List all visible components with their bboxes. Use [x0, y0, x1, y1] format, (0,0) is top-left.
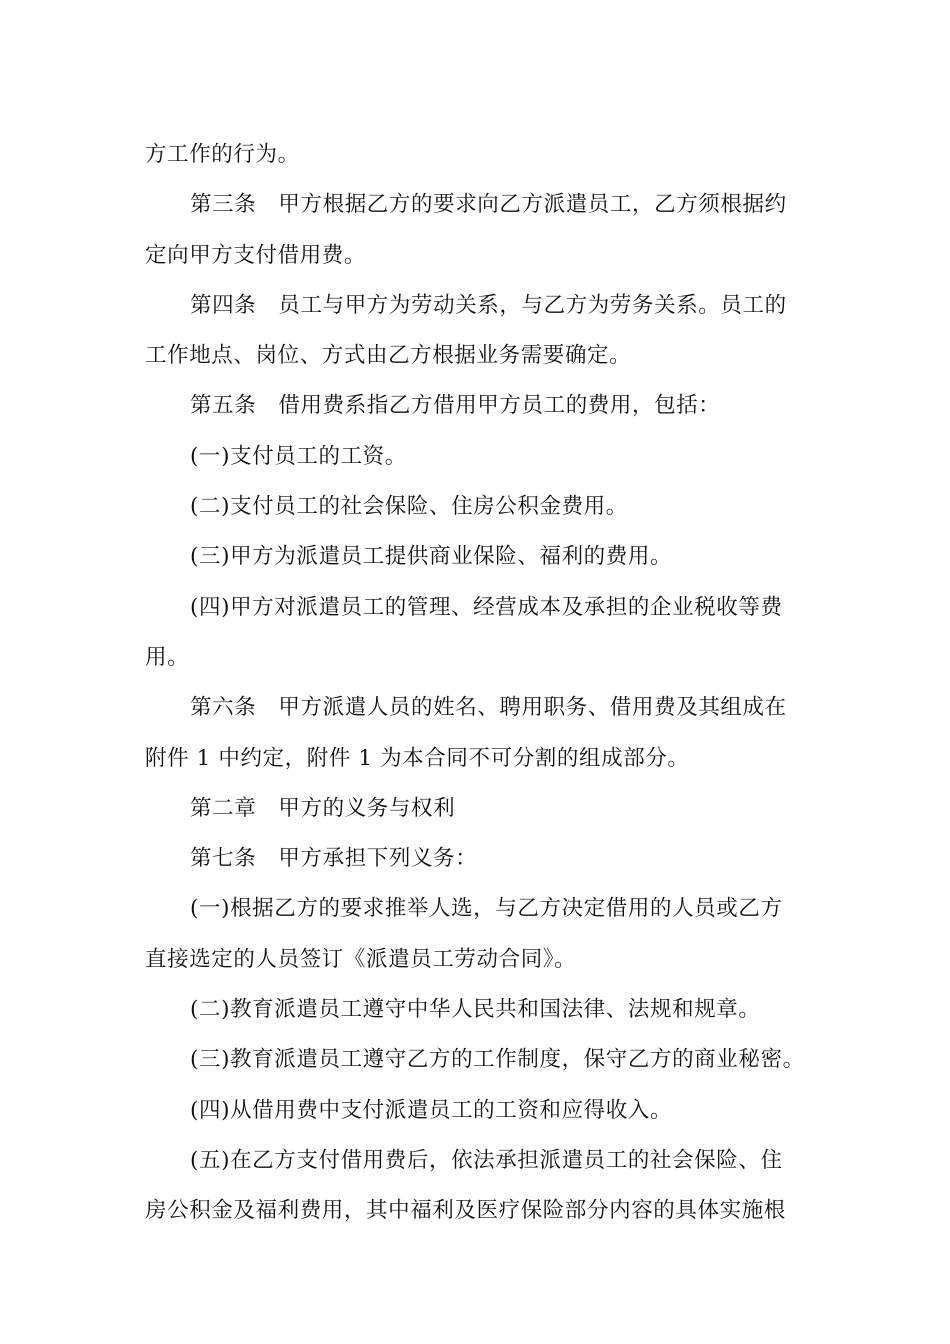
- document-body: [145, 130, 809, 1237]
- clause-item: (一)根据乙方的要求推举人选，与乙方决定借用的人员或乙方: [190, 896, 783, 922]
- clause-item: (三)甲方为派遣员工提供商业保险、福利的费用。: [190, 544, 673, 570]
- text-line: 方工作的行为。: [145, 142, 300, 167]
- clause-item: (五)在乙方支付借用费后，依法承担派遣员工的社会保险、住: [190, 1147, 783, 1173]
- article-7-line: 第七条 甲方承担下列义务：: [190, 846, 478, 872]
- chapter-heading: 第二章 甲方的义务与权利: [190, 795, 456, 821]
- article-3-line: 第三条 甲方根据乙方的要求向乙方派遣员工，乙方须根据约: [190, 192, 787, 218]
- clause-item: (四)甲方对派遣员工的管理、经营成本及承担的企业税收等费: [190, 594, 783, 620]
- text-line: 房公积金及福利费用，其中福利及医疗保险部分内容的具体实施根: [145, 1198, 786, 1224]
- article-4-line: 第四条 员工与甲方为劳动关系，与乙方为劳务关系。员工的: [190, 292, 787, 318]
- text-line: 附件 1 中约定，附件 1 为本合同不可分割的组成部分。: [145, 745, 690, 771]
- clause-item: (一)支付员工的工资。: [190, 443, 407, 469]
- text-line: 工作地点、岗位、方式由乙方根据业务需要确定。: [145, 343, 632, 369]
- clause-item: (三)教育派遣员工遵守乙方的工作制度，保守乙方的商业秘密。: [190, 1047, 805, 1073]
- clause-item: (二)教育派遣员工遵守中华人民共和国法律、法规和规章。: [190, 997, 761, 1023]
- article-6-line: 第六条 甲方派遣人员的姓名、聘用职务、借用费及其组成在: [190, 695, 787, 721]
- article-5-line: 第五条 借用费系指乙方借用甲方员工的费用，包括：: [190, 393, 721, 419]
- text-line: 直接选定的人员签订《派遣员工劳动合同》。: [145, 946, 577, 972]
- clause-item: (二)支付员工的社会保险、住房公积金费用。: [190, 494, 628, 520]
- text-line: 用。: [145, 644, 190, 670]
- clause-item: (四)从借用费中支付派遣员工的工资和应得收入。: [190, 1097, 673, 1123]
- text-line: 定向甲方支付借用费。: [145, 242, 367, 268]
